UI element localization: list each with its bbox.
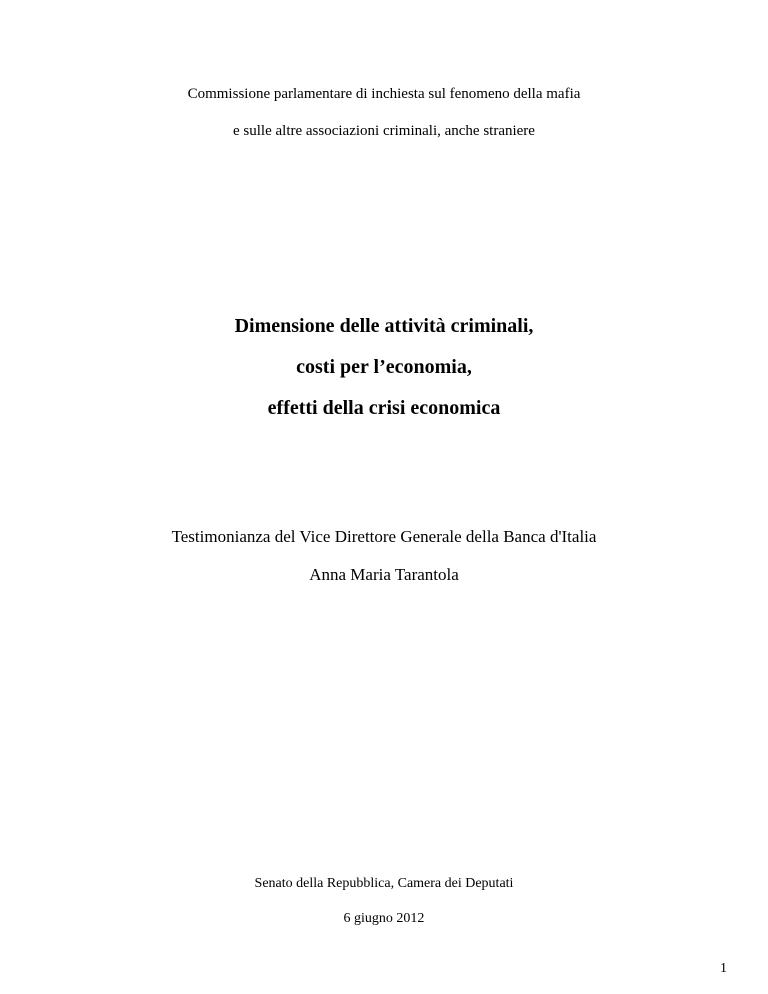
commission-name-line-2: e sulle altre associazioni criminali, anche straniere [233,123,535,139]
commission-name-line-1: Commissione parlamentare di inchiesta sul fenomeno della mafia [187,86,581,102]
document-title-line-3: effetti della crisi economica [267,397,501,419]
date-line: 6 giugno 2012 [343,911,425,926]
testimony-description: Testimonianza del Vice Direttore Generale della Banca d'Italia [171,527,597,546]
speaker-name: Anna Maria Tarantola [309,565,459,584]
document-title-line-2: costi per l’economia, [296,356,472,378]
page-number: 1 [720,961,727,976]
document-title-line-1: Dimensione delle attività criminali, [234,315,534,337]
venue-line: Senato della Repubblica, Camera dei Deputati [254,876,514,891]
